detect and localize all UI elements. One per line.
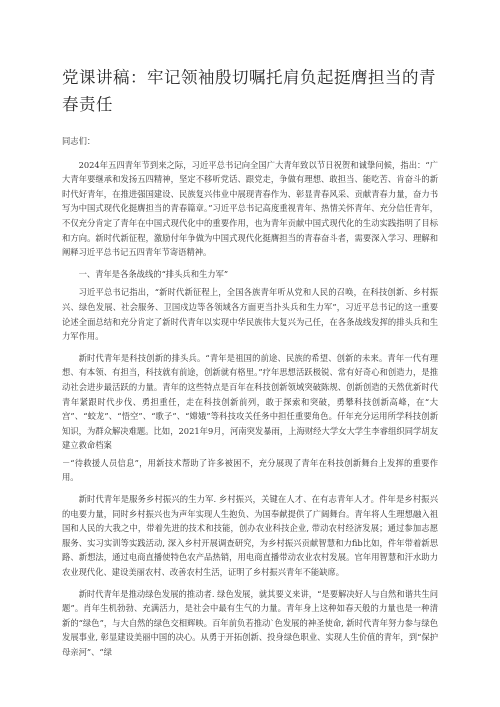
paragraph-section-summary: 习近平总书记指出，“新时代新征程上，全国各族青年听从党和人民的召唤，在科技创新、乡村振兴、绿色发展、社会服务、卫国戍边等各领域各方面更当扑头兵和生力军”，习近平总书记的这一重要论述全面总结和充分肯定了新时代青年以实现中华民族伟大复兴为己任，在各条战线发挥的排头兵和生力军作用。 xyxy=(62,287,438,342)
document-body xyxy=(62,134,438,660)
paragraph-green-development: 新时代青年是推动绿色发展的推动者. 绿色发展，就其要义来讲，“是要解决好人与自然和谐共生问题”。肖年生机勃勃、充满活力，是社会中最有生气的力量。青年身上这种如春天般的力量也是一种清新的“绿色”，与大自然的绿色交相辉映。百年前负若推动`色发展的神圣使命, 新时代青年努力参与绿色发展事业, 彰显建设美丽中国的决心。从勇于开拓创新、投身绿色职业、实现人生价值的青年，到“保护母亲河”、“绿 xyxy=(62,588,438,657)
paragraph-tech-continuation: －“待救援人员信息”，用新技术帮助了许多被困不，充分展现了青年在科技创新舞台上发挥的重要作用。 xyxy=(62,457,438,483)
paragraph-tech-innovation: 新时代青年是科技创新的排头兵。“青年是祖国的前途、民族的希望、创新的未来。青年一代有理想、有本领、有担当，科技就有前途，创新就有格里。”疗年思想活跃极锐、常有好奇心和创造力，是推动社会进步最活跃的力量。青年的这些特点是百年在科技创新领域突破陈规、创新创造的天然优新时代青年紧跟时代步伐、勇担重任，走在科技创新前列，敢于探索和突破，勇攀科技创新高峰，在“大宫”、“蛟龙”、“悟空”、“歌子”、“嫦娥”等科技攻关任务中担任重要角色。仟年充分运用所学科技创新知识，为群众解决难题。比如，2021年9月，河南突发暴雨，上海财经大学女大学生李睿组织同学胡友建立救命档案 xyxy=(62,352,438,451)
salutation: 同志们： xyxy=(62,136,96,146)
section-heading: 一、青年是各条战线的“排头兵和生力军” xyxy=(78,268,229,279)
document-title: 党课讲稿：牢记领袖殷切嘱托肩负起挺膺担当的青春责任 xyxy=(62,68,436,114)
paragraph-rural-revitalization: 新时代青年是服务乡村振兴的生力军. 乡村振兴，关键在人才、在有志青年人才。件年是乡村振兴的电要力量，同时乡村振兴也为声年实现人生抱负、为国奉献提供了广阔舞台。青年将人生理想融入祖国和人民的大我之中，带着先进的技术和技能，创办农业科技企业, 带动农村经济发展；通过参加志愿服务、实习实训等实践活动, 深入乡村开展调查研究，为乡村振兴贡献智慧和力fib比如，件年带着新思路、新想法，通过电商直播使特色农产品热销，用电商直播带动农业农村发展。官年用智慧和汗水助力农业现代化、建设美丽农村、改善农村生活，证明了乡村振兴青年不能缺席。 xyxy=(62,494,438,578)
paragraph-intro: 2024年五四青年节到来之际，习近平总书记向全国广大青年致以节日祝贺和诚挚问候，指出：“广大青年要继承和发扬五四精神，坚定不移听党话、跟党走，争做有理想、敢担当、能吃苦、肯奋斗的新时代好青年，在推进强国建设、民族复兴伟业中展现青春作为、彰显青春风采、贡献青春力量，奋力书写为中国式现代化挺膺担当的青春篇章。”习近平总书记高度重视青年、热情关怀青年、充分信任青年，不仅充分肯定了青年在中国式现代化中的重要作用，也为青年贡献中国式现代化的生动实践指明了目标和方向。新时代新征程，激励付年争做为中国式现代化挺膺担当的青春奋斗者，需要深入学习、理解和阐释习近平总书记五四青年节寄语精神。 xyxy=(62,159,438,258)
